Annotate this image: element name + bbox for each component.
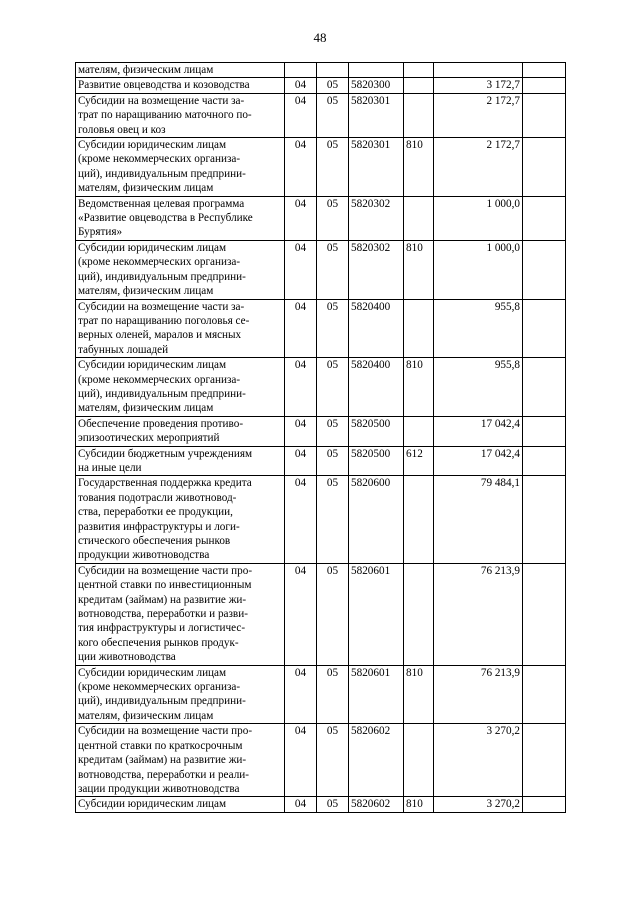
cell-section: 04 <box>285 358 317 417</box>
cell-target-code: 5820301 <box>349 93 404 137</box>
cell-section <box>285 63 317 78</box>
name-line: табунных лошадей <box>78 343 169 356</box>
name-line: Субсидии юридическим лицам <box>78 139 227 152</box>
cell-amount: 17 042,4 <box>434 416 523 446</box>
cell-section: 04 <box>285 416 317 446</box>
table-row <box>76 563 566 665</box>
cell-section: 04 <box>285 299 317 358</box>
cell-section: 04 <box>285 78 317 93</box>
cell-target-code: 5820602 <box>349 797 404 812</box>
cell-name <box>76 240 285 299</box>
cell-section: 04 <box>285 93 317 137</box>
name-line: Развитие овцеводства и козоводства <box>78 79 250 92</box>
cell-name <box>76 563 285 665</box>
name-line: Государственная поддержка кредита <box>78 477 252 490</box>
cell-section: 04 <box>285 196 317 240</box>
cell-target-code: 5820302 <box>349 196 404 240</box>
cell-subsection: 05 <box>317 240 349 299</box>
cell-expense-type: 810 <box>404 358 434 417</box>
cell-name <box>76 476 285 563</box>
cell-expense-type <box>404 724 434 797</box>
table-row <box>76 299 566 358</box>
cell-target-code: 5820302 <box>349 240 404 299</box>
cell-section: 04 <box>285 797 317 812</box>
cell-target-code: 5820400 <box>349 358 404 417</box>
cell-subsection: 05 <box>317 299 349 358</box>
cell-amount: 2 172,7 <box>434 93 523 137</box>
cell-target-code: 5820400 <box>349 299 404 358</box>
name-line: Обеспечение проведения противо- <box>78 417 244 430</box>
name-line: Субсидии юридическим лицам <box>78 359 227 372</box>
cell-subsection: 05 <box>317 797 349 812</box>
cell-expense-type <box>404 93 434 137</box>
name-line: центной ставки по инвестиционным <box>78 579 252 592</box>
cell-amount: 1 000,0 <box>434 240 523 299</box>
name-line: (кроме некоммерческих организа- <box>78 153 241 166</box>
cell-empty <box>523 416 566 446</box>
name-line: тия инфраструктуры и логистичес- <box>78 622 246 635</box>
cell-subsection: 05 <box>317 93 349 137</box>
table-row <box>76 446 566 476</box>
cell-name <box>76 446 285 476</box>
cell-empty <box>523 138 566 197</box>
name-line: Субсидии юридическим лицам <box>78 241 227 254</box>
name-line: трат по наращиванию маточного по- <box>78 109 252 122</box>
cell-amount: 79 484,1 <box>434 476 523 563</box>
cell-expense-type: 810 <box>404 138 434 197</box>
table-row <box>76 665 566 724</box>
cell-target-code: 5820500 <box>349 446 404 476</box>
cell-empty <box>523 476 566 563</box>
name-line: Субсидии на возмещение части за- <box>78 300 245 313</box>
cell-empty <box>523 724 566 797</box>
cell-target-code: 5820601 <box>349 665 404 724</box>
table-body <box>76 63 566 813</box>
budget-table <box>75 62 566 813</box>
cell-empty <box>523 446 566 476</box>
cell-subsection: 05 <box>317 196 349 240</box>
name-line: кредитам (займам) на развитие жи- <box>78 754 247 767</box>
table-row <box>76 63 566 78</box>
name-line: зации продукции животноводства <box>78 782 240 795</box>
cell-name <box>76 93 285 137</box>
name-line: вотноводства, переработки и разви- <box>78 608 248 621</box>
cell-amount: 3 270,2 <box>434 724 523 797</box>
cell-section: 04 <box>285 724 317 797</box>
name-line: Ведомственная целевая программа <box>78 197 245 210</box>
cell-subsection: 05 <box>317 563 349 665</box>
name-line: ций), индивидуальным предприни- <box>78 270 246 283</box>
cell-name <box>76 138 285 197</box>
cell-name <box>76 63 285 78</box>
cell-expense-type <box>404 299 434 358</box>
cell-name <box>76 358 285 417</box>
name-line: Субсидии на возмещение части про- <box>78 725 253 738</box>
cell-expense-type <box>404 476 434 563</box>
table-row <box>76 724 566 797</box>
name-line: ства, переработки ее продукции, <box>78 506 233 519</box>
cell-subsection: 05 <box>317 724 349 797</box>
name-line: мателям, физическим лицам <box>78 402 214 415</box>
name-line: ций), индивидуальным предприни- <box>78 387 246 400</box>
cell-target-code: 5820602 <box>349 724 404 797</box>
name-line: трат по наращиванию поголовья се- <box>78 314 250 327</box>
table-row <box>76 78 566 93</box>
cell-target-code: 5820601 <box>349 563 404 665</box>
cell-target-code: 5820301 <box>349 138 404 197</box>
name-line: на иные цели <box>78 461 142 474</box>
name-line: мателям, физическим лицам <box>78 709 214 722</box>
table-row <box>76 358 566 417</box>
name-line: Субсидии юридическим лицам <box>78 666 227 679</box>
cell-empty <box>523 563 566 665</box>
cell-section: 04 <box>285 240 317 299</box>
name-line: тования подотрасли животновод- <box>78 491 237 504</box>
cell-empty <box>523 196 566 240</box>
name-line: Субсидии юридическим лицам <box>78 798 227 811</box>
name-line: головья овец и коз <box>78 123 166 136</box>
cell-amount: 3 270,2 <box>434 797 523 812</box>
cell-expense-type: 810 <box>404 665 434 724</box>
cell-expense-type <box>404 563 434 665</box>
name-line: (кроме некоммерческих организа- <box>78 256 241 269</box>
table-row <box>76 93 566 137</box>
cell-empty <box>523 665 566 724</box>
name-line: (кроме некоммерческих организа- <box>78 681 241 694</box>
cell-name <box>76 416 285 446</box>
cell-subsection: 05 <box>317 446 349 476</box>
table-row <box>76 240 566 299</box>
cell-amount: 3 172,7 <box>434 78 523 93</box>
page-number: 48 <box>313 30 327 45</box>
cell-amount: 955,8 <box>434 358 523 417</box>
cell-empty <box>523 240 566 299</box>
cell-expense-type: 612 <box>404 446 434 476</box>
cell-subsection: 05 <box>317 416 349 446</box>
cell-subsection: 05 <box>317 78 349 93</box>
name-line: центной ставки по краткосрочным <box>78 739 243 752</box>
name-line: (кроме некоммерческих организа- <box>78 373 241 386</box>
cell-expense-type: 810 <box>404 240 434 299</box>
cell-subsection <box>317 63 349 78</box>
name-line: ций), индивидуальным предприни- <box>78 695 246 708</box>
table-row <box>76 797 566 812</box>
cell-amount: 76 213,9 <box>434 665 523 724</box>
name-line: Субсидии бюджетным учреждениям <box>78 447 253 460</box>
cell-name <box>76 724 285 797</box>
name-line: мателям, физическим лицам <box>78 64 214 76</box>
cell-expense-type <box>404 78 434 93</box>
cell-name <box>76 78 285 93</box>
cell-expense-type <box>404 196 434 240</box>
cell-empty <box>523 358 566 417</box>
name-line: Субсидии на возмещение части за- <box>78 94 245 107</box>
cell-amount: 955,8 <box>434 299 523 358</box>
cell-expense-type <box>404 416 434 446</box>
name-line: мателям, физическим лицам <box>78 182 214 195</box>
name-line: продукции животноводства <box>78 549 210 562</box>
cell-section: 04 <box>285 665 317 724</box>
name-line: верных оленей, маралов и мясных <box>78 329 242 342</box>
cell-target-code <box>349 63 404 78</box>
cell-name <box>76 196 285 240</box>
cell-target-code: 5820600 <box>349 476 404 563</box>
cell-amount: 1 000,0 <box>434 196 523 240</box>
cell-section: 04 <box>285 138 317 197</box>
cell-subsection: 05 <box>317 476 349 563</box>
cell-expense-type: 810 <box>404 797 434 812</box>
cell-empty <box>523 63 566 78</box>
cell-target-code: 5820500 <box>349 416 404 446</box>
name-line: кого обеспечения рынков продук- <box>78 636 239 649</box>
cell-name <box>76 797 285 812</box>
table-row <box>76 196 566 240</box>
cell-amount: 2 172,7 <box>434 138 523 197</box>
name-line: мателям, физическим лицам <box>78 285 214 298</box>
cell-empty <box>523 78 566 93</box>
name-line: эпизоотических мероприятий <box>78 432 220 445</box>
table-row <box>76 416 566 446</box>
cell-subsection: 05 <box>317 138 349 197</box>
cell-section: 04 <box>285 446 317 476</box>
name-line: ций), индивидуальным предприни- <box>78 167 246 180</box>
name-line: развития инфраструктуры и логи- <box>78 520 240 533</box>
cell-amount: 76 213,9 <box>434 563 523 665</box>
table-row <box>76 476 566 563</box>
name-line: «Развитие овцеводства в Республике <box>78 212 253 225</box>
table-row <box>76 138 566 197</box>
name-line: Бурятия» <box>78 226 123 239</box>
cell-target-code: 5820300 <box>349 78 404 93</box>
cell-empty <box>523 299 566 358</box>
cell-empty <box>523 797 566 812</box>
name-line: вотноводства, переработки и реали- <box>78 768 249 781</box>
cell-subsection: 05 <box>317 358 349 417</box>
name-line: стического обеспечения рынков <box>78 535 231 547</box>
name-line: ции животноводства <box>78 651 176 664</box>
cell-section: 04 <box>285 563 317 665</box>
name-line: Субсидии на возмещение части про- <box>78 564 253 577</box>
cell-name <box>76 665 285 724</box>
cell-amount: 17 042,4 <box>434 446 523 476</box>
cell-section: 04 <box>285 476 317 563</box>
cell-name <box>76 299 285 358</box>
cell-empty <box>523 93 566 137</box>
cell-expense-type <box>404 63 434 78</box>
cell-subsection: 05 <box>317 665 349 724</box>
name-line: кредитам (займам) на развитие жи- <box>78 593 247 606</box>
cell-amount <box>434 63 523 78</box>
